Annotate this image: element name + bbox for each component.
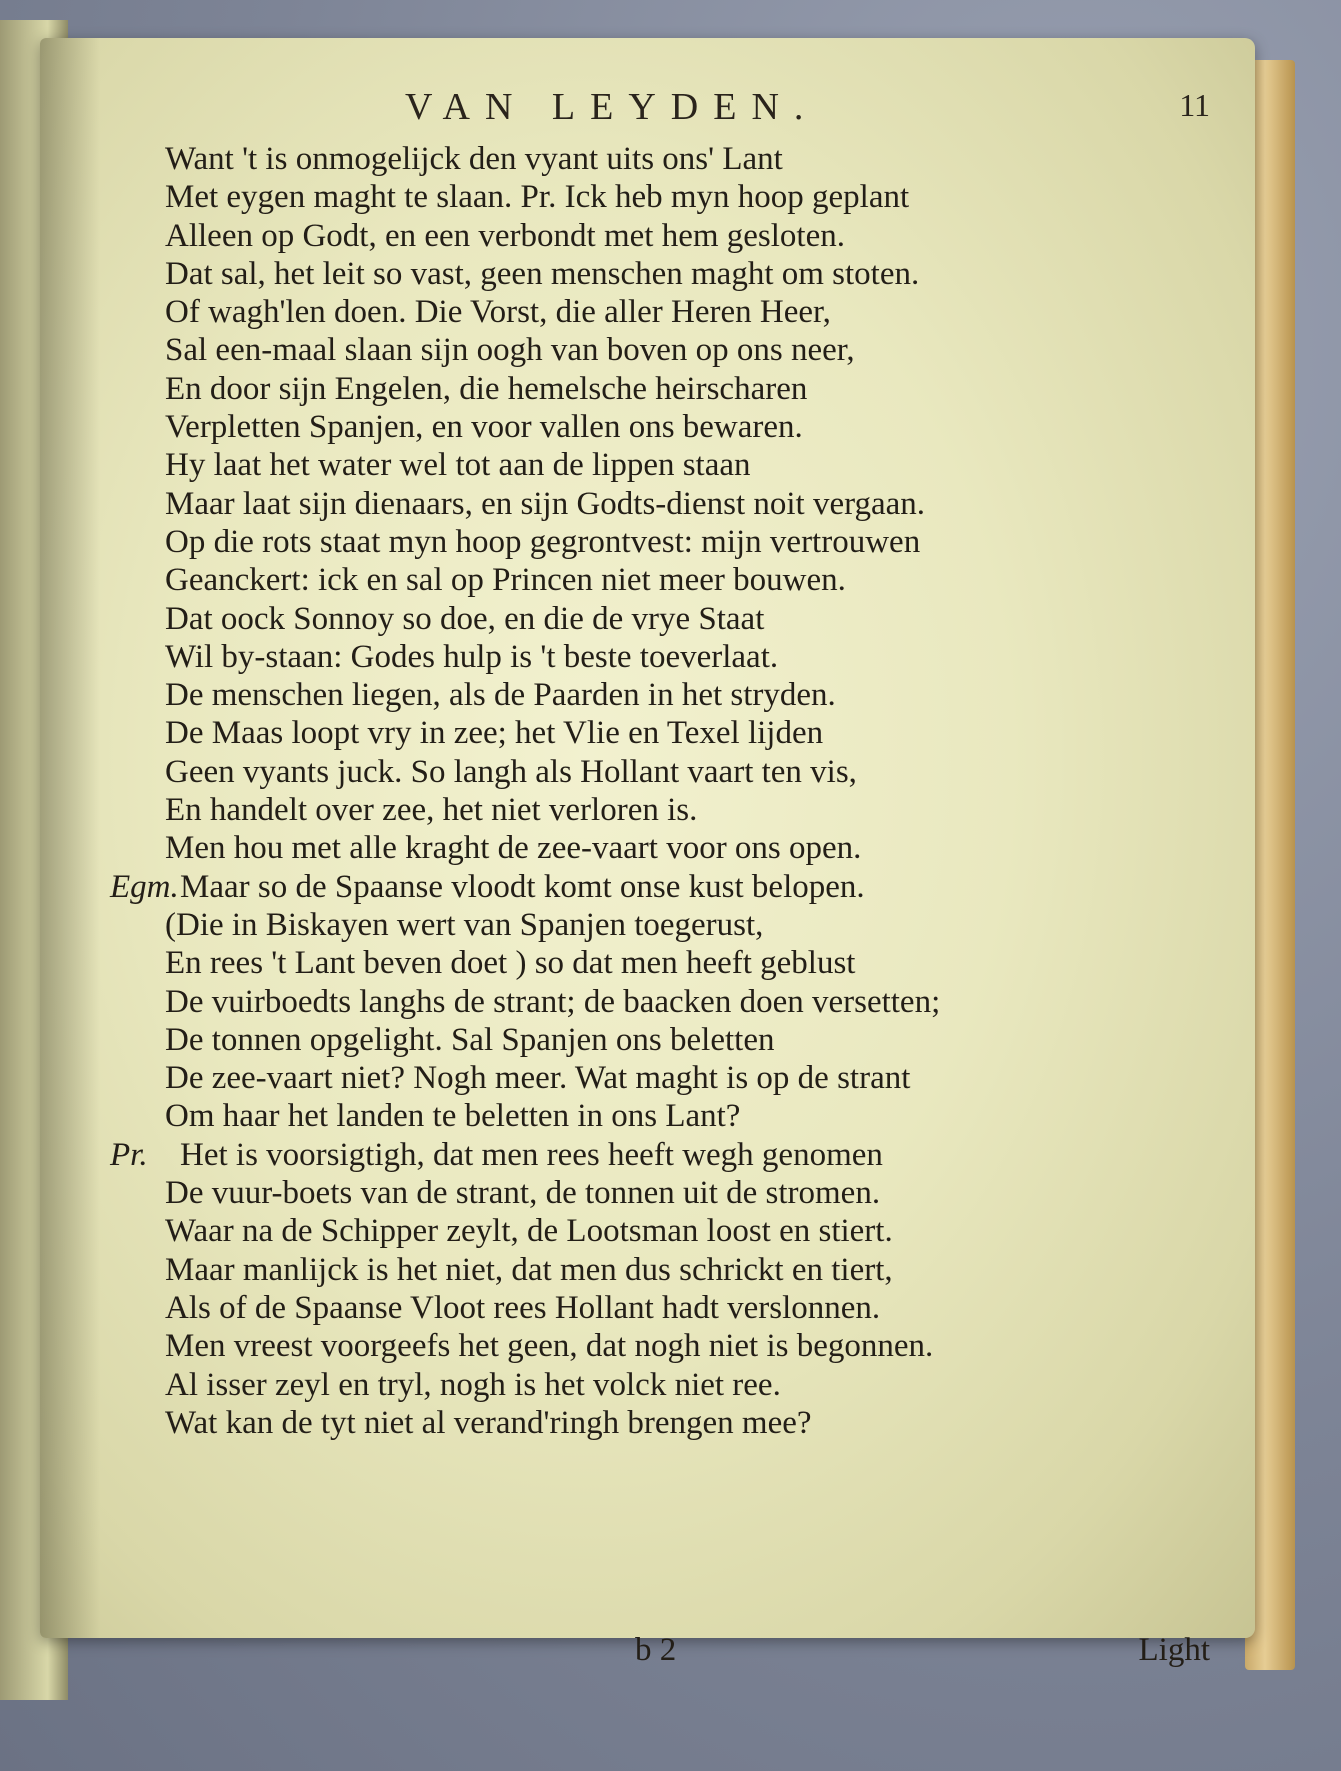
verse-line bbox=[110, 408, 1190, 446]
verse-line-text: De Maas loopt vry in zee; het Vlie en Texel lijden bbox=[165, 715, 824, 752]
verse-line bbox=[110, 983, 1190, 1021]
verse-line-text: Waar na de Schipper zeylt, de Lootsman loost en stiert. bbox=[165, 1213, 893, 1250]
verse-line-text: Want 't is onmogelijck den vyant uits ons' Lant bbox=[165, 141, 783, 177]
speaker-label: Pr. bbox=[110, 1136, 148, 1173]
page-gutter-shadow bbox=[40, 38, 100, 1638]
verse-line-text: Men hou met alle kraght de zee-vaart voor ons open. bbox=[165, 830, 862, 867]
verse-line-text: Als of de Spaanse Vloot rees Hollant hadt verslonnen. bbox=[165, 1289, 881, 1326]
verse-line bbox=[110, 331, 1190, 369]
verse-line-text: Alleen op Godt, en een verbondt met hem gesloten. bbox=[165, 217, 845, 254]
verse-line-text: Maar manlijck is het niet, dat men dus schrickt en tiert, bbox=[165, 1251, 893, 1288]
verse-text-block bbox=[110, 140, 1190, 1442]
verse-line bbox=[110, 829, 1190, 867]
verse-line-text: Wat kan de tyt niet al verand'ringh brengen mee? bbox=[165, 1404, 812, 1441]
verse-line bbox=[110, 1289, 1190, 1327]
verse-line-text: Hy laat het water wel tot aan de lippen staan bbox=[165, 447, 751, 484]
verse-line bbox=[110, 714, 1190, 752]
catchword: Light bbox=[1138, 1632, 1210, 1668]
page-number: 11 bbox=[1179, 87, 1210, 123]
verse-line bbox=[110, 1059, 1190, 1097]
verse-line-text: Op die rots staat myn hoop gegrontvest: mijn vertrouwen bbox=[165, 523, 921, 560]
signature-mark: b 2 bbox=[635, 1632, 677, 1668]
verse-line-text: De menschen liegen, als de Paarden in het stryden. bbox=[165, 677, 836, 714]
verse-line bbox=[110, 906, 1190, 944]
verse-line bbox=[110, 791, 1190, 829]
verse-line bbox=[110, 944, 1190, 982]
verse-line-text: Al isser zeyl en tryl, nogh is het volck niet ree. bbox=[165, 1366, 781, 1403]
verse-line bbox=[110, 561, 1190, 599]
verse-line-text: Met eygen maght te slaan. Pr. Ick heb myn hoop geplant bbox=[165, 179, 910, 216]
verse-line bbox=[110, 1097, 1190, 1135]
verse-line-text: Geanckert: ick en sal op Princen niet meer bouwen. bbox=[165, 562, 846, 599]
verse-line bbox=[110, 370, 1190, 408]
verse-line-text: Dat oock Sonnoy so doe, en die de vrye Staat bbox=[165, 600, 765, 637]
verse-line bbox=[110, 446, 1190, 484]
verse-line bbox=[110, 1366, 1190, 1404]
verse-line-text: De zee-vaart niet? Nogh meer. Wat maght is op de strant bbox=[165, 1060, 911, 1097]
verse-line bbox=[110, 293, 1190, 331]
verse-line-text: Wil by-staan: Godes hulp is 't beste toeverlaat. bbox=[165, 638, 779, 675]
verse-line-text: Dat sal, het leit so vast, geen menschen maght om stoten. bbox=[165, 255, 920, 292]
verse-line bbox=[110, 1136, 1190, 1174]
verse-line bbox=[110, 638, 1190, 676]
verse-line-text: De tonnen opgelight. Sal Spanjen ons beletten bbox=[165, 1021, 775, 1058]
verse-line bbox=[110, 485, 1190, 523]
verse-line-text: De vuirboedts langhs de strant; de baacken doen versetten; bbox=[165, 983, 941, 1020]
verse-line bbox=[110, 140, 1190, 178]
verse-line-text: (Die in Biskayen wert van Spanjen toegerust, bbox=[165, 906, 764, 943]
verse-line bbox=[110, 523, 1190, 561]
verse-line bbox=[110, 1327, 1190, 1365]
page-footer bbox=[170, 1632, 1210, 1672]
verse-line-text: En rees 't Lant beven doet ) so dat men heeft geblust bbox=[165, 945, 856, 982]
verse-line bbox=[110, 600, 1190, 638]
page-header bbox=[170, 85, 1210, 128]
verse-line bbox=[110, 753, 1190, 791]
verse-line-text: Het is voorsigtigh, dat men rees heeft wegh genomen bbox=[180, 1136, 883, 1173]
verse-line bbox=[110, 1174, 1190, 1212]
verse-line bbox=[110, 676, 1190, 714]
verse-line-text: Om haar het landen te beletten in ons Lant? bbox=[165, 1098, 741, 1135]
verse-line bbox=[110, 1404, 1190, 1442]
verse-line bbox=[110, 178, 1190, 216]
verse-line-text: Of wagh'len doen. Die Vorst, die aller Heren Heer, bbox=[165, 294, 831, 331]
verse-line bbox=[110, 1251, 1190, 1289]
verse-line-text: De vuur-boets van de strant, de tonnen uit de stromen. bbox=[165, 1175, 881, 1212]
verse-line-text: Geen vyants juck. So langh als Hollant vaart ten vis, bbox=[165, 753, 857, 790]
speaker-label: Egm. bbox=[110, 868, 179, 905]
verse-line bbox=[110, 1021, 1190, 1059]
running-head: VAN LEYDEN. bbox=[405, 86, 819, 128]
verse-line-text: Maar so de Spaanse vloodt komt onse kust belopen. bbox=[180, 868, 865, 905]
verse-line-text: En door sijn Engelen, die hemelsche heirscharen bbox=[165, 370, 808, 407]
verse-line bbox=[110, 217, 1190, 255]
verse-line bbox=[110, 1212, 1190, 1250]
verse-line bbox=[110, 255, 1190, 293]
verse-line-text: En handelt over zee, het niet verloren is. bbox=[165, 792, 698, 829]
verse-line-text: Men vreest voorgeefs het geen, dat nogh niet is begonnen. bbox=[165, 1328, 934, 1365]
verse-line-text: Verpletten Spanjen, en voor vallen ons bewaren. bbox=[165, 409, 803, 446]
verse-line-text: Maar laat sijn dienaars, en sijn Godts-dienst noit vergaan. bbox=[165, 485, 926, 522]
verse-line bbox=[110, 868, 1190, 906]
verse-line-text: Sal een-maal slaan sijn oogh van boven op ons neer, bbox=[165, 332, 855, 369]
